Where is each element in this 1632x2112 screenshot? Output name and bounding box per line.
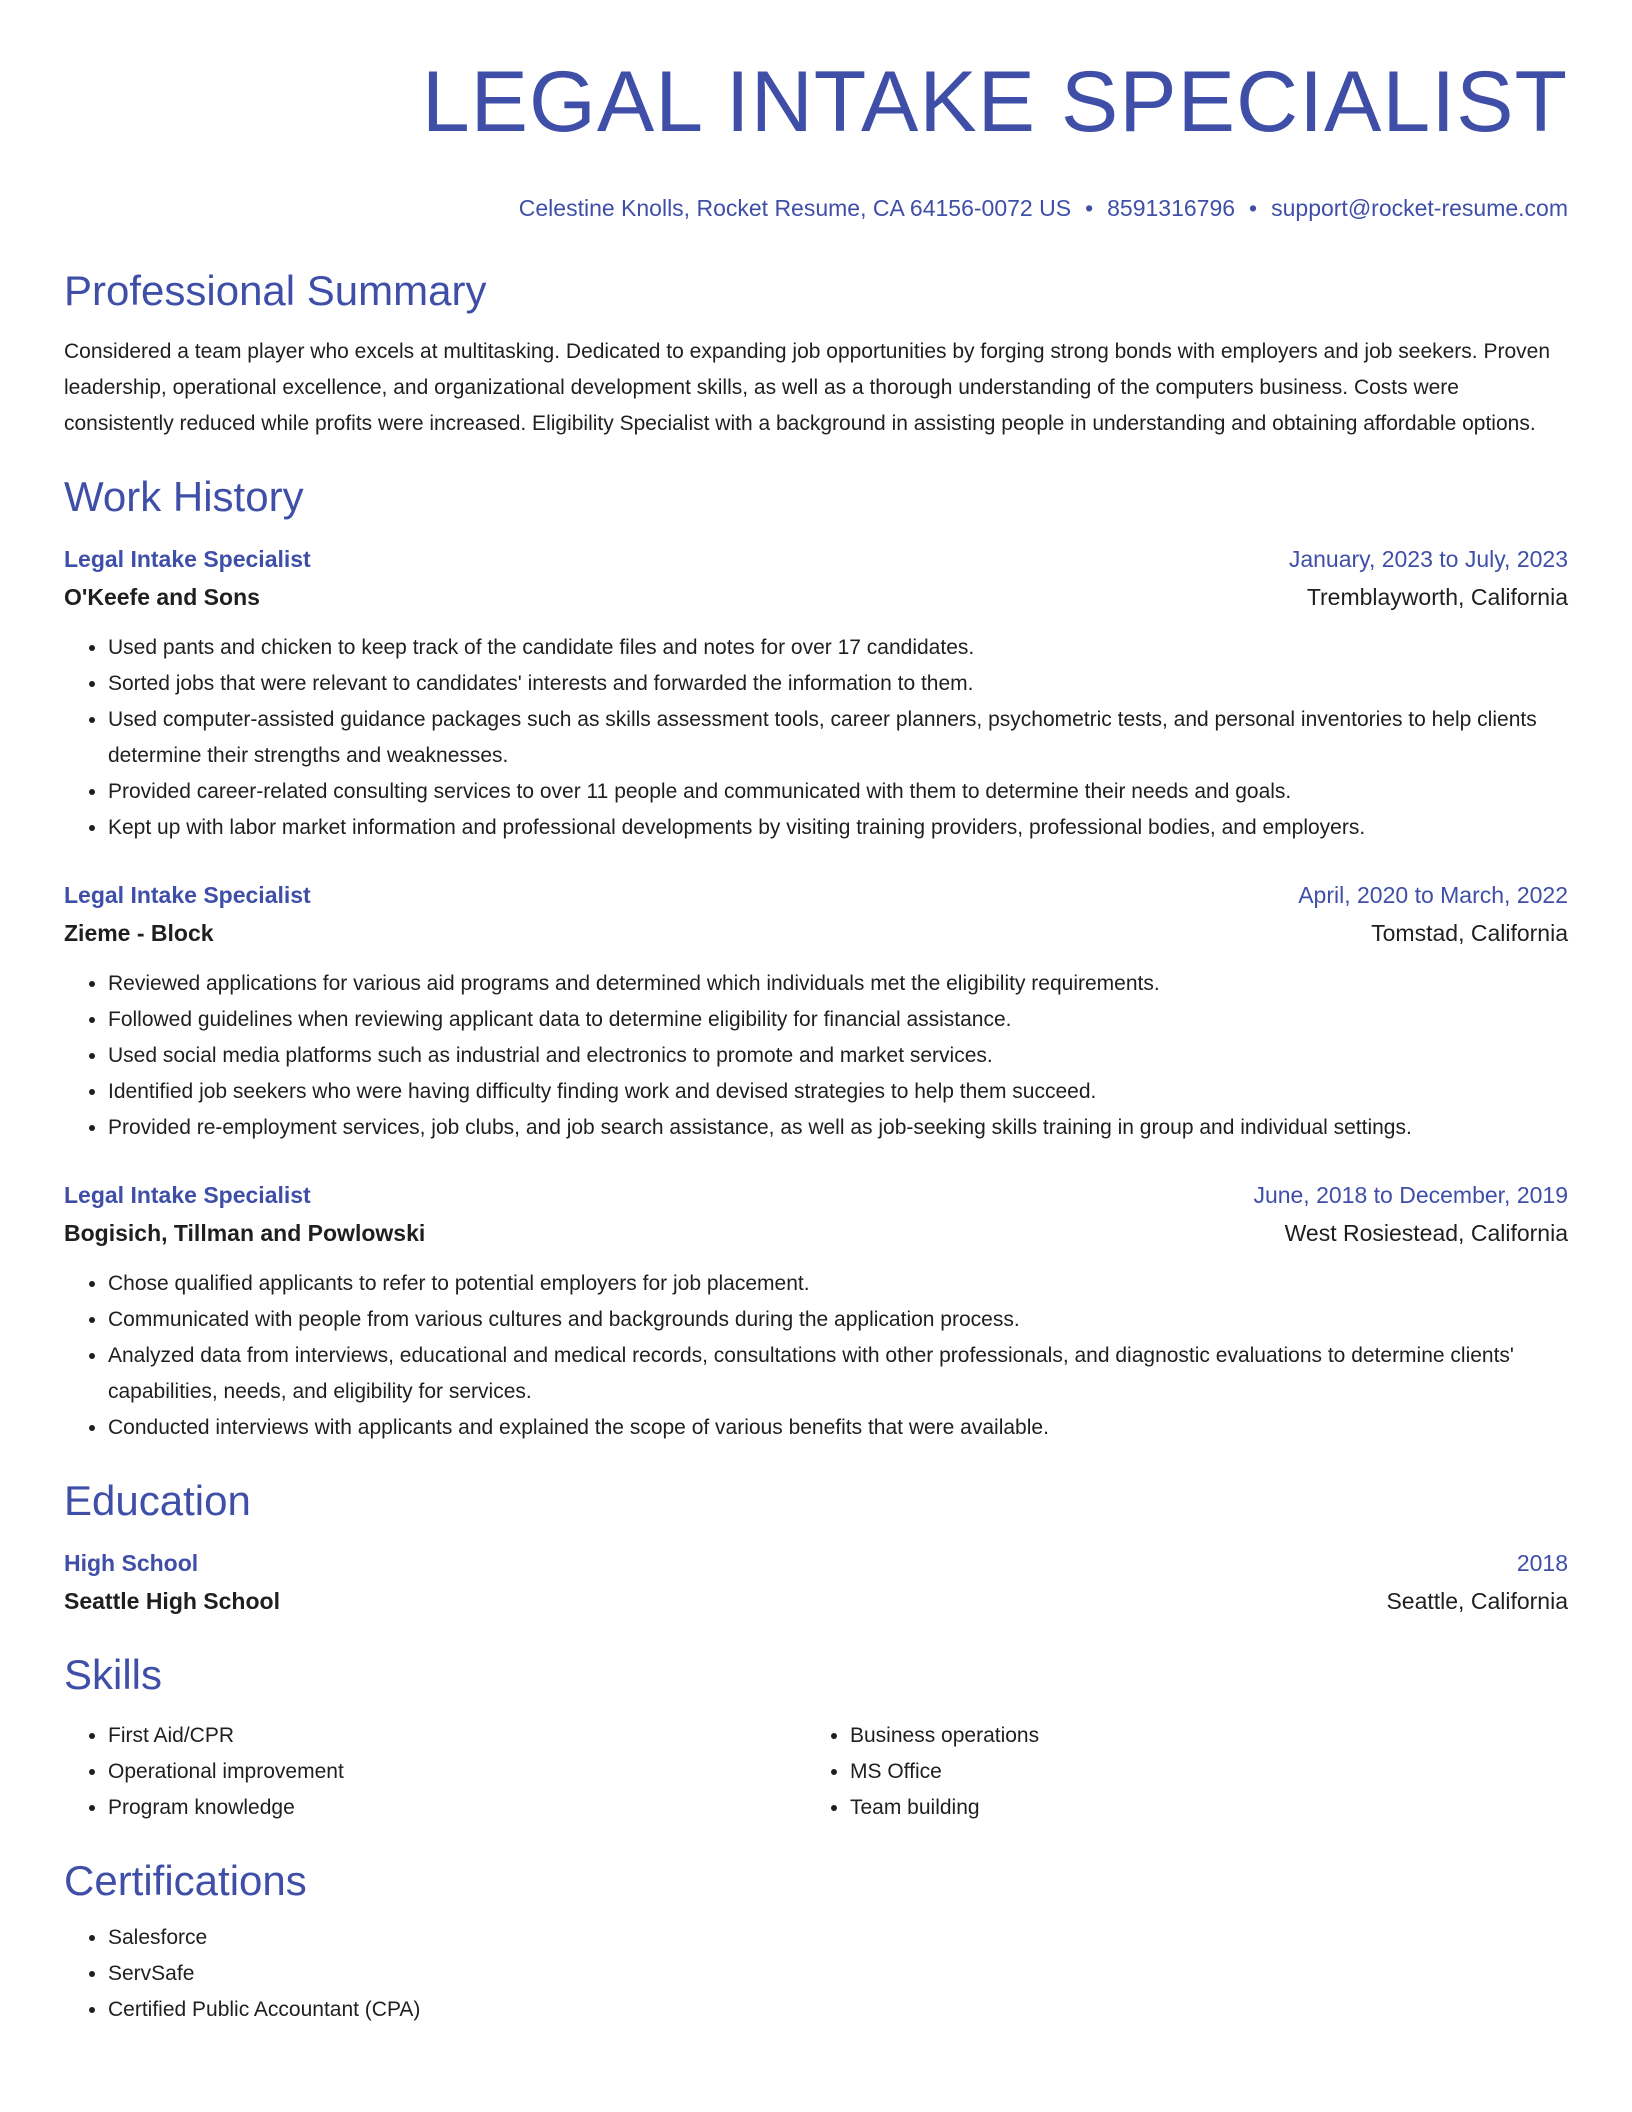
job-bullet: • Identified job seekers who were having difficulty finding work and devised strategies to help them succeed. [108, 1074, 1568, 1110]
job-location: West Rosiestead, California [1284, 1220, 1568, 1246]
skills-column-right [806, 1718, 1548, 1826]
job-bullet: • Sorted jobs that were relevant to candidates' interests and forwarded the information to them. [108, 666, 1568, 702]
education-school-row [64, 1582, 1568, 1620]
job-header-row [64, 540, 1568, 578]
work-history-heading: Work History [64, 473, 304, 520]
job-title: Legal Intake Specialist [64, 1182, 311, 1208]
resume-title: LEGAL INTAKE SPECIALIST [421, 54, 1568, 150]
skills-list [806, 1718, 1548, 1826]
resume-page [64, 0, 1568, 2028]
job-title: Legal Intake Specialist [64, 546, 311, 572]
job-bullet: • Followed guidelines when reviewing applicant data to determine eligibility for financial assistance. [108, 1002, 1568, 1038]
job-header-row [64, 876, 1568, 914]
education-entry [64, 1544, 1568, 1620]
education-location: Seattle, California [1386, 1588, 1568, 1614]
job-bullet: • Analyzed data from interviews, educational and medical records, consultations with other professionals, and diagnostic evaluations to determine clients' capabilities, needs, and eligibility for services. [108, 1338, 1568, 1410]
job-company: Zieme - Block [64, 920, 214, 946]
contact-separator: • [1085, 195, 1094, 221]
job-bullet: • Communicated with people from various cultures and backgrounds during the application process. [108, 1302, 1568, 1338]
skill-item: • Business operations [850, 1718, 1548, 1754]
job-bullets [64, 1266, 1568, 1446]
skills-column-left [64, 1718, 806, 1826]
certifications-list [64, 1920, 1568, 2028]
job-bullet: • Kept up with labor market information and professional developments by visiting training providers, professional bodies, and employers. [108, 810, 1568, 846]
skills-heading: Skills [64, 1651, 163, 1698]
job-location: Tremblayworth, California [1306, 584, 1568, 610]
job-entry [64, 1176, 1568, 1446]
education-header-row [64, 1544, 1568, 1582]
contact-separator: • [1249, 195, 1258, 221]
summary-text: Considered a team player who excels at multitasking. Dedicated to expanding job opportunities by forging strong bonds with employers and job seekers. Proven leadership, operational excellence, and organizational development skills, as well as a thorough understanding of the computers business. Costs were consistently reduced while profits were increased. Eligibility Specialist with a background in assisting people in understanding and obtaining affordable options. [64, 340, 1551, 435]
job-bullet: • Used pants and chicken to keep track of the candidate files and notes for over 17 candidates. [108, 630, 1568, 666]
skills-columns [64, 1718, 1568, 1826]
certifications-heading: Certifications [64, 1857, 307, 1904]
certification-item: • Salesforce [108, 1920, 1568, 1956]
certification-item: • ServSafe [108, 1956, 1568, 1992]
job-dates: April, 2020 to March, 2022 [1298, 882, 1568, 908]
education-year: 2018 [1516, 1550, 1568, 1576]
job-header-row [64, 1176, 1568, 1214]
job-bullet: • Provided re-employment services, job clubs, and job search assistance, as well as job-seeking skills training in group and individual settings. [108, 1110, 1568, 1146]
education-degree: High School [64, 1550, 199, 1576]
job-bullet: • Reviewed applications for various aid programs and determined which individuals met the eligibility requirements. [108, 966, 1568, 1002]
contact-email[interactable]: support@rocket-resume.com [1271, 195, 1568, 221]
job-bullet: • Chose qualified applicants to refer to potential employers for job placement. [108, 1266, 1568, 1302]
job-location: Tomstad, California [1371, 920, 1568, 946]
job-title: Legal Intake Specialist [64, 882, 311, 908]
job-bullet: • Provided career-related consulting services to over 11 people and communicated with them to determine their needs and goals. [108, 774, 1568, 810]
skill-item: • Team building [850, 1790, 1548, 1826]
job-dates: June, 2018 to December, 2019 [1253, 1182, 1568, 1208]
job-company: Bogisich, Tillman and Powlowski [64, 1220, 426, 1246]
skill-item: • First Aid/CPR [108, 1718, 806, 1754]
skills-list [64, 1718, 806, 1826]
summary-heading: Professional Summary [64, 267, 487, 314]
education-heading: Education [64, 1477, 251, 1524]
job-bullet: • Used computer-assisted guidance packages such as skills assessment tools, career planners, psychometric tests, and personal inventories to help clients determine their strengths and weaknesses. [108, 702, 1568, 774]
contact-line [64, 194, 1568, 222]
job-bullet: • Used social media platforms such as industrial and electronics to promote and market services. [108, 1038, 1568, 1074]
skill-item: • Operational improvement [108, 1754, 806, 1790]
job-bullets [64, 630, 1568, 846]
job-company: O'Keefe and Sons [64, 584, 260, 610]
job-entry [64, 876, 1568, 1146]
certification-item: • Certified Public Accountant (CPA) [108, 1992, 1568, 2028]
job-employer-row [64, 578, 1568, 616]
contact-phone: 8591316796 [1107, 195, 1236, 221]
job-bullet: • Conducted interviews with applicants and explained the scope of various benefits that were available. [108, 1410, 1568, 1446]
job-bullets [64, 966, 1568, 1146]
job-entry [64, 540, 1568, 846]
job-employer-row [64, 914, 1568, 952]
skill-item: • Program knowledge [108, 1790, 806, 1826]
job-employer-row [64, 1214, 1568, 1252]
contact-address: Celestine Knolls, Rocket Resume, CA 64156-0072 US [518, 195, 1072, 221]
education-school: Seattle High School [64, 1588, 280, 1614]
skill-item: • MS Office [850, 1754, 1548, 1790]
job-dates: January, 2023 to July, 2023 [1288, 546, 1568, 572]
